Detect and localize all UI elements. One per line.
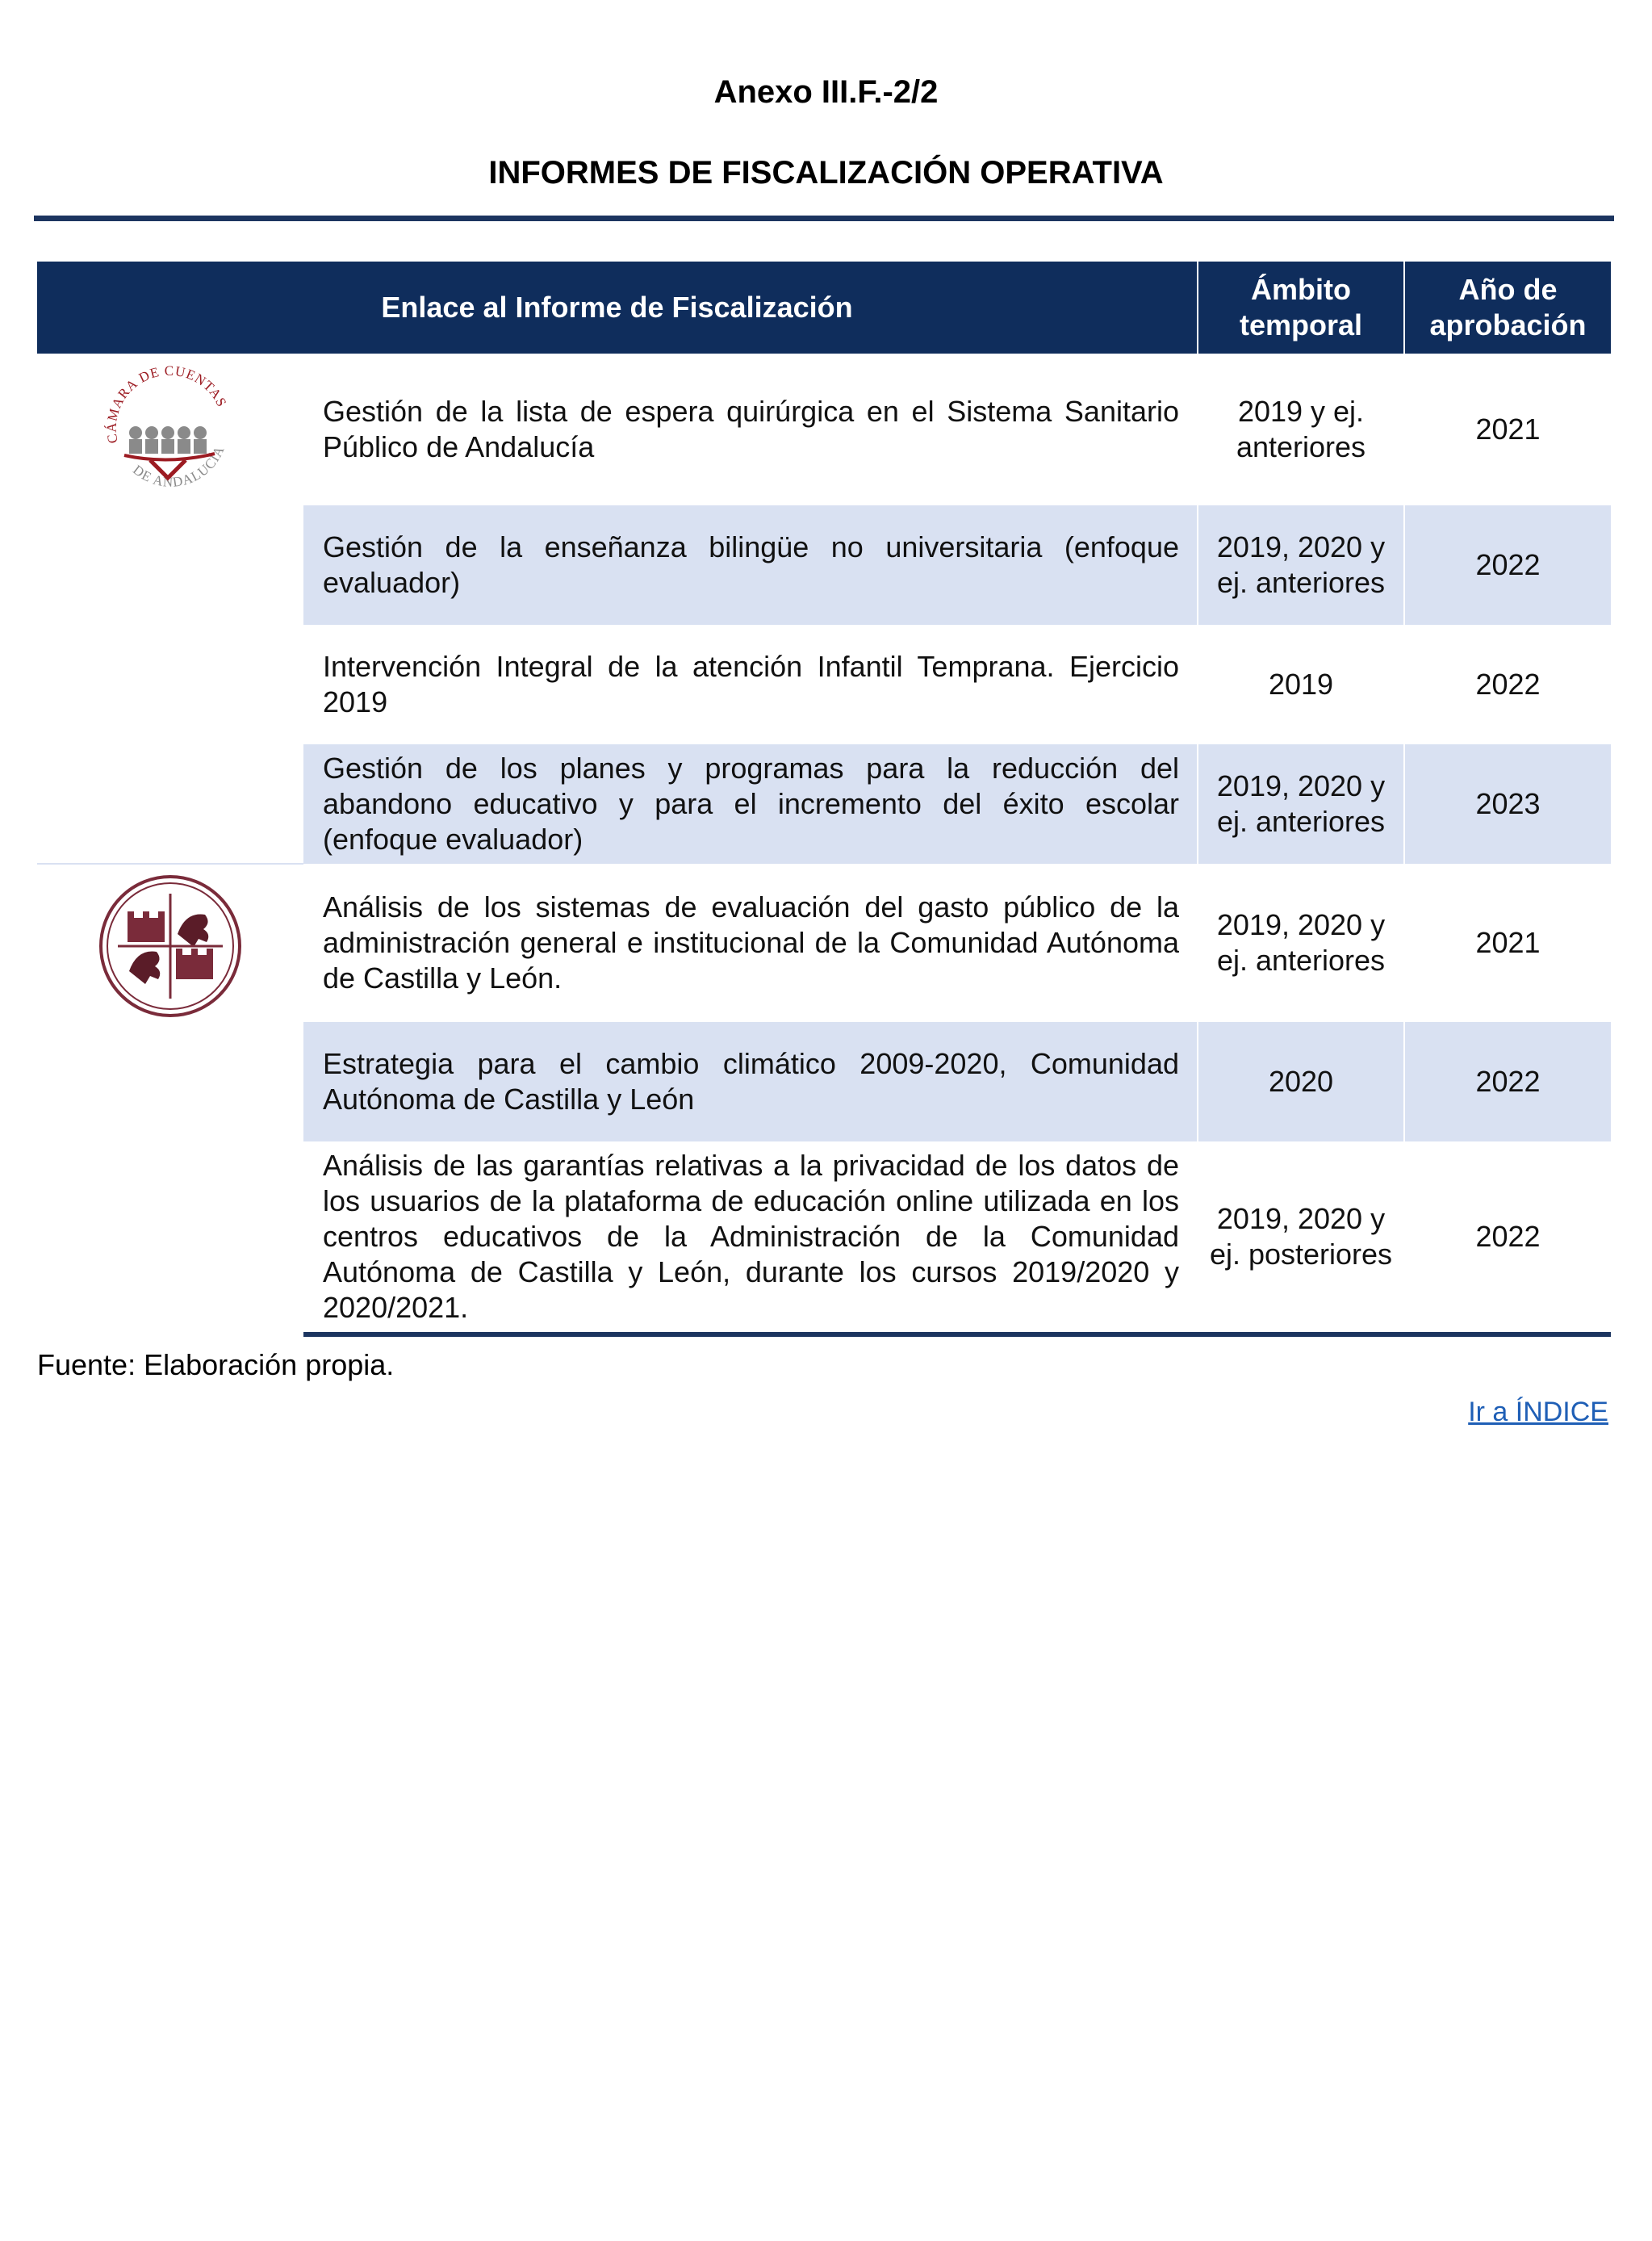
- table-row[interactable]: [37, 354, 1611, 505]
- header-ambito: [1198, 262, 1404, 354]
- source-note: Fuente: Elaboración propia.: [37, 1348, 395, 1381]
- anio-cell: 2022: [1404, 505, 1611, 625]
- report-title-cell[interactable]: Gestión de la lista de espera quirúrgica en el Sistema Sanitario Público de Andalucía: [323, 395, 1179, 463]
- camara-cuentas-andalucia-logo: [94, 358, 247, 512]
- report-title-cell[interactable]: Gestión de la enseñanza bilingüe no universitaria (enfoque evaluador): [303, 505, 1198, 625]
- anio-cell: 2023: [1404, 744, 1611, 864]
- andalucia-logo-arc-top: CÁMARA DE CUENTAS: [103, 362, 230, 445]
- report-title: INFORMES DE FISCALIZACIÓN OPERATIVA: [488, 155, 1164, 191]
- header-link: Enlace al Informe de Fiscalización: [37, 262, 1198, 354]
- andalucia-logo-arc-bottom: DE ANDALUCÍA: [130, 443, 228, 490]
- reports-table: [37, 262, 1611, 1337]
- andalucia-logo-cell: [37, 354, 303, 864]
- ambito-cell: 2020: [1198, 1022, 1404, 1141]
- anio-cell: 2021: [1475, 413, 1541, 446]
- ambito-cell: 2019, 2020 y ej. anteriores: [1198, 744, 1404, 864]
- report-title-cell[interactable]: Estrategia para el cambio climático 2009-2020, Comunidad Autónoma de Castilla y León: [303, 1022, 1198, 1141]
- report-title-cell[interactable]: Intervención Integral de la atención Infantil Temprana. Ejercicio 2019: [323, 650, 1179, 718]
- anio-cell: 2022: [1475, 668, 1541, 701]
- report-title-cell[interactable]: Análisis de los sistemas de evaluación del gasto público de la administración general e institucional de la Comunidad Autónoma de Castilla y León.: [323, 890, 1179, 995]
- ambito-cell: 2019, 2020 y ej. anteriores: [1198, 864, 1404, 1022]
- report-title-cell[interactable]: Análisis de las garantías relativas a la privacidad de los datos de los usuarios de la plataforma de educación online utilizada en los centros educativos de la Administración de la Comunidad Autónoma de Castilla y León, durante los cursos 2019/2020 y 2020/2021.: [303, 1141, 1198, 1334]
- anio-cell: 2021: [1475, 926, 1541, 959]
- header-ambito-line1: Ámbito: [1251, 273, 1351, 306]
- index-link[interactable]: Ir a ÍNDICE: [1468, 1397, 1608, 1427]
- title-divider: [34, 216, 1614, 221]
- header-anio-line2: aprobación: [1429, 308, 1587, 341]
- ambito-cell: 2019: [1198, 625, 1404, 744]
- ambito-cell: 2019 y ej. anteriores: [1198, 354, 1404, 505]
- table-header-row: [37, 262, 1611, 354]
- castilla-leon-logo-cell: [37, 864, 303, 1334]
- annex-title: Anexo III.F.-2/2: [713, 74, 939, 110]
- consejo-cuentas-castilla-leon-logo: [94, 869, 247, 1023]
- anio-cell: 2022: [1404, 1022, 1611, 1141]
- header-ambito-line2: temporal: [1239, 308, 1363, 341]
- header-anio: [1404, 262, 1611, 354]
- anio-cell: 2022: [1404, 1141, 1611, 1334]
- ambito-cell: 2019, 2020 y ej. anteriores: [1198, 505, 1404, 625]
- header-anio-line1: Año de: [1458, 273, 1558, 306]
- report-title-cell[interactable]: Gestión de los planes y programas para la reducción del abandono educativo y para el incremento del éxito escolar (enfoque evaluador): [303, 744, 1198, 864]
- ambito-cell: 2019, 2020 y ej. posteriores: [1198, 1141, 1404, 1334]
- table-row[interactable]: [37, 864, 1611, 1022]
